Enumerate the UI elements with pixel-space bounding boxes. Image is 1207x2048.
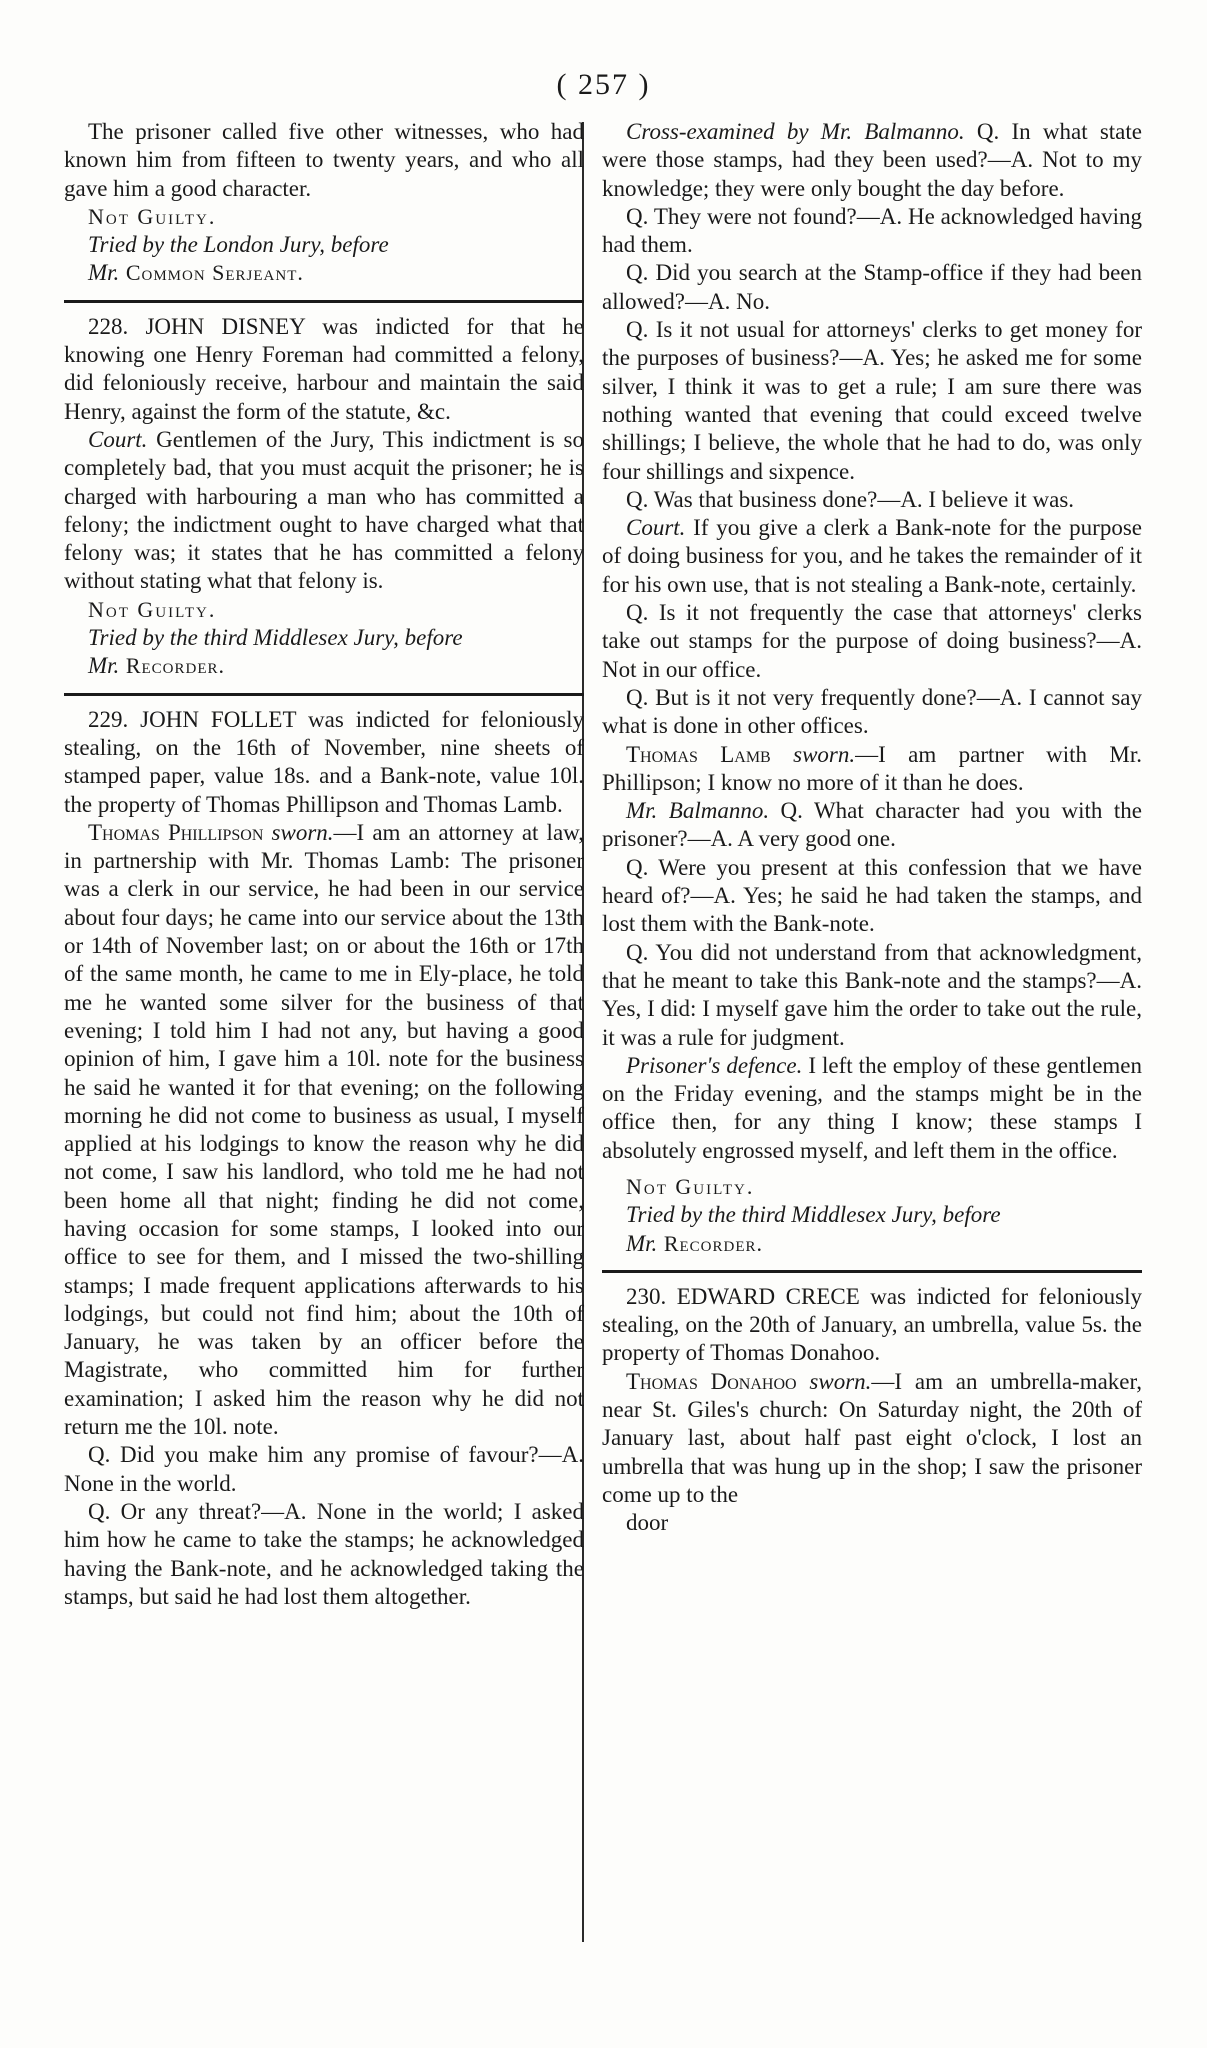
case-paragraph: 229. JOHN FOLLET was indicted for feloniously stealing, on the 16th of November, nine sheets of stamped paper, value 18s. and a Bank-note, value 10l. the property of Thomas Phillipson and Thomas Lamb. xyxy=(64,706,584,817)
tried-by: Tried by the third Middlesex Jury, before xyxy=(626,1202,1001,1228)
defence-label: Prisoner's defence. xyxy=(626,1052,803,1078)
court-text: If you give a clerk a Bank-note for the purpose of doing business for you, and he takes the remainder of it for his own use, that is not stealing a Bank-note, certainly. xyxy=(602,515,1142,597)
verdict: Not Guilty. xyxy=(88,596,217,622)
judge-name: Recorder. xyxy=(125,653,225,679)
question-paragraph: Q. Did you make him any promise of favour?—A. None in the world. xyxy=(64,1442,584,1496)
sworn-label: sworn. xyxy=(793,741,856,767)
question-paragraph: Q. Was that business done?—A. I believe it was. xyxy=(626,486,1075,512)
witness-name: Thomas Lamb xyxy=(626,741,771,767)
testimony-text: —I am an attorney at law, in partnership with Mr. Thomas Lamb: The prisoner was a clerk in our service, he had been in our service about four days; he came into our service about the 13th or 14th of November last; on or about the 16th or 17th of the same month, he came to me in Ely-place, he told me he wanted some silver for the business of that evening; I told him I had not any, but having a good opinion of him, I gave him a 10l. note for the business he said he wanted it for that evening; on the following morning he did not come to business as usual, I myself applied at his lodgings to know the reason why he did not come, I saw his landlord, who told me he had not been home all that night; finding he did not come, having occasion for some stamps, I looked into our office to see for them, and I missed the two-shilling stamps; I made frequent applications afterwards to his lodgings, but could not find him; about the 10th of January, he was taken by an officer before the Magistrate, who committed him for further examination; I asked him the reason why he did not return me the 10l. note. xyxy=(64,819,585,1440)
paragraph: The prisoner called five other witnesses, who had known him from fifteen to twenty years, and who all gave him a good character. xyxy=(64,119,584,201)
court-label: Court. xyxy=(88,426,148,452)
court-text: Gentlemen of the Jury, This indictment is so completely bad, that you must acquit the prisoner; he is charged with harbouring a man who has committed a felony; the indictment ought to have charged what that felony was; it states that he has committed a felony without stating what that felony is. xyxy=(64,426,584,594)
question-text: Q. What character had you with the prisoner?—A. A very good one. xyxy=(602,798,1142,852)
catchword: door xyxy=(626,1510,669,1536)
verdict: Not Guilty. xyxy=(88,203,217,229)
page-number: ( 257 ) xyxy=(556,68,651,101)
question-paragraph: Q. Is it not frequently the case that attorneys' clerks take out stamps for the purpose of doing business?—A. Not in our office. xyxy=(602,600,1142,682)
judge-name: Common Serjeant. xyxy=(125,260,304,286)
testimony-paragraph xyxy=(602,741,1142,798)
case-paragraph: 230. EDWARD CRECE was indicted for feloniously stealing, on the 20th of January, an umbrella, value 5s. the property of Thomas Donahoo. xyxy=(602,1283,1142,1366)
cross-exam-label: Cross-examined by Mr. Balmanno. xyxy=(626,119,965,144)
court-paragraph xyxy=(64,426,584,596)
judge-title: Mr. xyxy=(88,260,120,286)
section-rule xyxy=(602,1270,1142,1273)
question-paragraph: Q. Or any threat?—A. None in the world; I asked him how he came to take the stamps; he acknowledged having the Bank-note, and he acknowledged taking the stamps, but said he had lost them altogether. xyxy=(64,1498,584,1609)
counsel-label: Mr. Balmanno. xyxy=(626,798,770,824)
sworn-label: sworn. xyxy=(809,1368,872,1394)
judge-line xyxy=(64,652,584,680)
witness-name: Thomas Phillipson xyxy=(88,819,264,845)
question-paragraph: Q. You did not understand from that acknowledgment, that he meant to take this Bank-note and the stamps?—A. Yes, I did: I myself gave him the order to take out the rule, it was a rule for judgment. xyxy=(602,939,1142,1050)
judge-line xyxy=(64,259,584,287)
defence-text: I left the employ of these gentlemen on the Friday evening, and the stamps might be in the office then, for any thing I know; these stamps I absolutely engrossed myself, and left them in the office. xyxy=(602,1052,1143,1163)
section-rule xyxy=(64,693,584,696)
question-paragraph: Q. Were you present at this confession that we have heard of?—A. Yes; he said he had taken the stamps, and lost them with the Bank-note. xyxy=(602,854,1142,937)
testimony-paragraph xyxy=(602,1368,1142,1509)
verdict: Not Guilty. xyxy=(626,1173,755,1199)
testimony-text: —I am an umbrella-maker, near St. Giles's church: On Saturday night, the 20th of January last, about half past eight o'clock, I lost an umbrella that was hung up in the shop; I saw the prisoner come up to the xyxy=(602,1368,1143,1507)
question-paragraph: Q. But is it not very frequently done?—A. I cannot say what is done in other offices. xyxy=(602,684,1142,739)
question-paragraph: Q. They were not found?—A. He acknowledged having had them. xyxy=(602,203,1142,258)
judge-title: Mr. xyxy=(88,653,120,679)
judge-line xyxy=(602,1230,1142,1258)
testimony-text: —I am partner with Mr. Phillipson; I know no more of it than he does. xyxy=(602,741,1143,795)
court-label: Court. xyxy=(626,515,686,541)
defence-paragraph xyxy=(602,1052,1142,1165)
case-paragraph: 228. JOHN DISNEY was indicted for that he knowing one Henry Foreman had committed a felony, did feloniously receive, harbour and maintain the said Henry, against the form of the statute, &c. xyxy=(64,313,584,424)
judge-title: Mr. xyxy=(626,1230,658,1256)
judge-name: Recorder. xyxy=(663,1230,763,1256)
testimony-paragraph xyxy=(64,819,584,1442)
witness-name: Thomas Donahoo xyxy=(626,1368,797,1394)
section-rule xyxy=(64,300,584,303)
right-column xyxy=(602,118,1142,1538)
tried-by: Tried by the London Jury, before xyxy=(88,232,389,258)
court-paragraph xyxy=(602,514,1142,599)
sworn-label: sworn. xyxy=(271,819,334,845)
question-paragraph: Q. Did you search at the Stamp-office if they had been allowed?—A. No. xyxy=(602,260,1142,314)
question-paragraph xyxy=(602,797,1142,854)
question-paragraph: Q. Is it not usual for attorneys' clerks to get money for the purposes of business?—A. Yes; he asked me for some silver, I think it was to get a rule; I am sure there was nothing wanted that evening that could exceed twelve shillings; I believe, the whole that he had to do, was only four shillings and sixpence. xyxy=(602,317,1142,484)
spacer xyxy=(602,1165,1142,1173)
tried-by: Tried by the third Middlesex Jury, before xyxy=(88,625,463,651)
left-column xyxy=(64,118,584,1611)
cross-exam-paragraph xyxy=(602,118,1142,203)
cross-exam-text: Q. In what state were those stamps, had they been used?—A. Not to my knowledge; they were only bought the day before. xyxy=(602,119,1142,201)
